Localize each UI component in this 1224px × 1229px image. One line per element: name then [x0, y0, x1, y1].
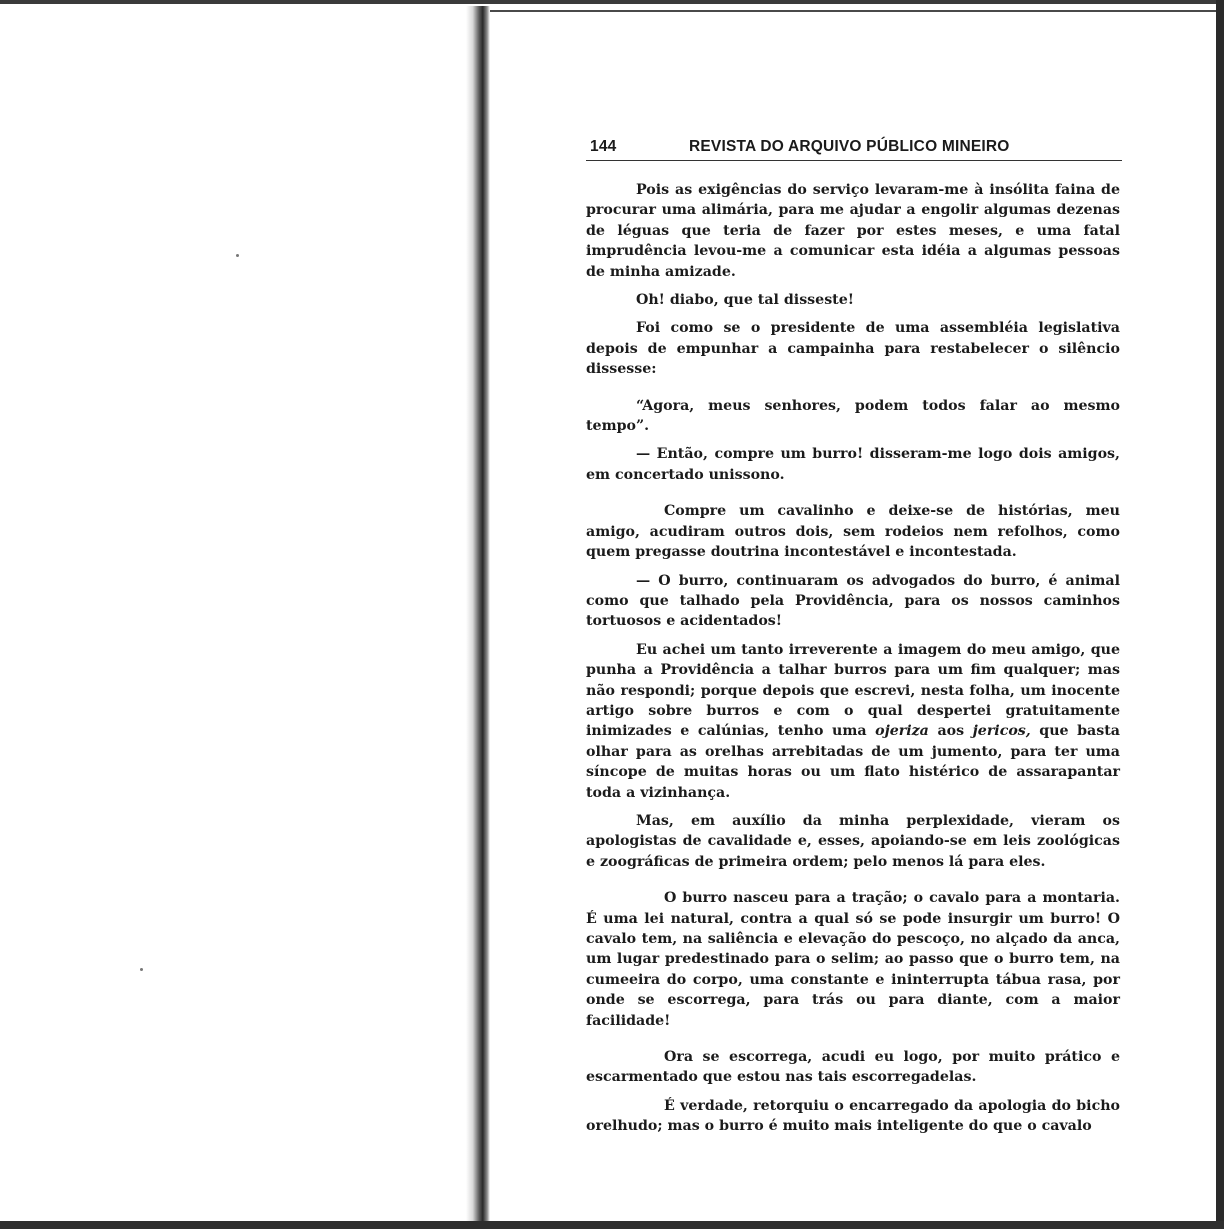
paragraph-text: que basta olhar para as orelhas arrebitadas de um jumento, para ter uma síncope de muitas horas ou um flato histérico de assarapantar toda a vizinhança.: [586, 723, 1120, 801]
running-header: [586, 136, 1122, 161]
paragraph: Mas, em auxílio da minha perplexidade, vieram os apologistas de cavalidade e, esses, apoiando-se em leis zoológicas e zoográficas de primeira ordem; pelo menos lá para eles.: [586, 812, 1120, 870]
right-edge-shadow: [1216, 0, 1224, 1229]
bottom-edge-shadow: [0, 1221, 1224, 1229]
paragraph: [586, 640, 1120, 803]
top-edge-shadow: [0, 0, 1224, 4]
paragraph-text: aos: [928, 723, 973, 740]
paragraph: Pois as exigências do serviço levaram-me à insólita faina de procurar uma alimária, para me ajudar a engolir algumas dezenas de léguas que teria de fazer por estes meses, e uma fatal imprudência levou-me a comunicar esta idéia a algumas pessoas de minha amizade.: [586, 182, 1120, 280]
paragraph: Compre um cavalinho e deixe-se de histórias, meu amigo, acudiram outros dois, sem rodeios nem refolhos, como quem pregasse doutrina incontestável e incontestada.: [586, 503, 1120, 561]
italic-word: ojeriza: [875, 723, 929, 740]
paragraph: — O burro, continuaram os advogados do burro, é animal como que talhado pela Providência, para os nossos caminhos tortuosos e acidentados!: [586, 572, 1120, 630]
page-body: [586, 180, 1120, 1137]
paragraph-text: Eu achei um tanto irreverente a imagem do meu amigo, que punha a Providência a talhar burros para um fim qualquer; mas não respondi; porque depois que escrevi, nesta folha, um inocente artigo sobre burros e com o qual despertei gratuitamente inimizades e calúnias, tenho uma: [586, 641, 1120, 740]
right-page-top-edge: [490, 10, 1224, 12]
paragraph: O burro nasceu para a tração; o cavalo para a montaria. É uma lei natural, contra a qual só se pode insurgir um burro! O cavalo tem, na saliência e elevação do pescoço, no alçado da anca, um lugar predestinado para o selim; ao passo que o burro tem, na cumeeira do corpo, uma constante e ininterrupta tábua rasa, por onde se escorrega, para trás ou para diante, com a maior facilidade!: [586, 890, 1120, 1029]
paragraph: Ora se escorrega, acudi eu logo, por muito prático e escarmentado que estou nas tais escorregadelas.: [586, 1049, 1120, 1086]
book-gutter: [466, 6, 490, 1222]
page-number: 144: [590, 138, 617, 155]
paragraph: Oh! diabo, que tal disseste!: [636, 292, 854, 309]
italic-word: jericos,: [972, 723, 1031, 740]
quotation: “Agora, meus senhores, podem todos falar ao mesmo tempo”.: [586, 397, 1120, 435]
journal-title: REVISTA DO ARQUIVO PÚBLICO MINEIRO: [689, 138, 1010, 155]
paragraph: — Então, compre um burro! disseram-me logo dois amigos, em concertado unissono.: [586, 446, 1120, 483]
paragraph: Foi como se o presidente de uma assembléia legislativa depois de empunhar a campainha para restabelecer o silêncio dissesse:: [586, 320, 1120, 378]
dust-speck: [236, 254, 239, 257]
dust-speck: [140, 968, 143, 971]
paragraph: É verdade, retorquiu o encarregado da apologia do bicho orelhudo; mas o burro é muito mais inteligente do que o cavalo: [586, 1097, 1120, 1135]
